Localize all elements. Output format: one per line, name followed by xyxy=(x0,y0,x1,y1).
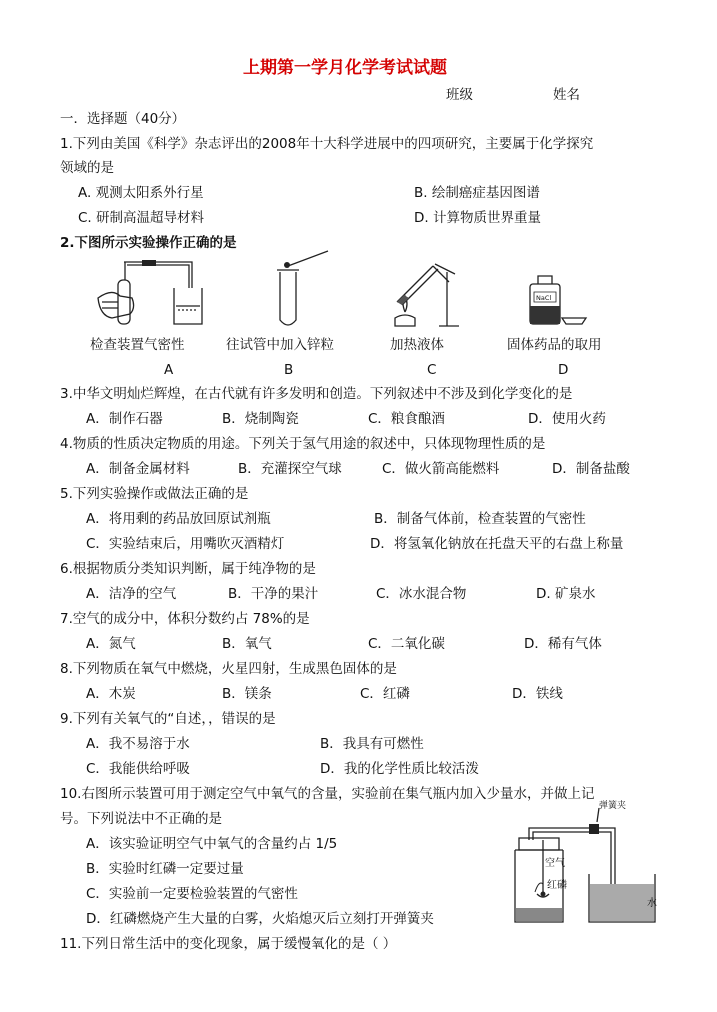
q4-option-c: C．做火箭高能燃料 xyxy=(382,461,500,477)
q10-option-b: B．实验时红磷一定要过量 xyxy=(86,861,244,877)
q7-option-a: A．氮气 xyxy=(86,636,136,652)
q4-option-d: D．制备盐酸 xyxy=(552,461,630,477)
apparatus-label-phosphorus: 红磷 xyxy=(547,880,567,891)
q1-option-c: C. 研制高温超导材料 xyxy=(78,210,205,226)
q2-caption-b: 往试管中加入锌粒 xyxy=(226,337,334,353)
q4-option-b: B．充灌探空气球 xyxy=(238,461,342,477)
q8-stem: 8.下列物质在氧气中燃烧，火星四射，生成黑色固体的是 xyxy=(60,661,397,677)
figure-solid-reagent xyxy=(522,272,592,328)
q2-stem: 2.下图所示实验操作正确的是 xyxy=(60,235,237,251)
q5-option-d: D．将氢氧化钠放在托盘天平的右盘上称量 xyxy=(370,536,624,552)
class-label: 班级 xyxy=(446,87,473,103)
apparatus-label-air: 空气 xyxy=(545,858,565,869)
q2-letter-d: D xyxy=(558,362,569,378)
q6-option-d: D. 矿泉水 xyxy=(536,586,596,602)
q11-stem: 11.下列日常生活中的变化现象，属于缓慢氧化的是（ ） xyxy=(60,936,397,952)
q9-option-d: D．我的化学性质比较活泼 xyxy=(320,761,479,777)
q10-option-d: D．红磷燃烧产生大量的白雾，火焰熄灭后立刻打开弹簧夹 xyxy=(86,911,434,927)
q7-option-c: C．二氧化碳 xyxy=(368,636,445,652)
q2-letter-a: A xyxy=(164,362,174,378)
q8-option-b: B．镁条 xyxy=(222,686,272,702)
q9-stem: 9.下列有关氧气的“自述，，错误的是 xyxy=(60,711,276,727)
figure-test-tube-zinc xyxy=(270,250,350,330)
q9-option-b: B．我具有可燃性 xyxy=(320,736,424,752)
page-title: 上期第一学月化学考试试题 xyxy=(243,58,447,78)
q1-option-d: D. 计算物质世界重量 xyxy=(414,210,541,226)
section-heading: 一．选择题（40分） xyxy=(60,111,186,127)
q5-option-b: B．制备气体前，检查装置的气密性 xyxy=(374,511,586,527)
q7-stem: 7.空气的成分中，体积分数约占 78%的是 xyxy=(60,611,310,627)
q1-option-a: A. 观测太阳系外行星 xyxy=(78,185,204,201)
q4-option-a: A．制备金属材料 xyxy=(86,461,190,477)
q5-option-a: A．将用剩的药品放回原试剂瓶 xyxy=(86,511,271,527)
q7-option-b: B．氧气 xyxy=(222,636,272,652)
q10-option-a: A．该实验证明空气中氧气的含量约占 1/5 xyxy=(86,836,338,852)
q2-caption-c: 加热液体 xyxy=(390,337,444,353)
q5-stem: 5.下列实验操作或做法正确的是 xyxy=(60,486,249,502)
q8-option-a: A．木炭 xyxy=(86,686,136,702)
name-label: 姓名 xyxy=(553,87,580,103)
figure-airtightness-check xyxy=(92,258,222,334)
q2-caption-a: 检查装置气密性 xyxy=(90,337,185,353)
q4-stem: 4.物质的性质决定物质的用途。下列关于氢气用途的叙述中，只体现物理性质的是 xyxy=(60,436,546,452)
q10-option-c: C．实验前一定要检验装置的气密性 xyxy=(86,886,298,902)
apparatus-label-water: 水 xyxy=(647,898,657,909)
q8-option-c: C．红磷 xyxy=(360,686,410,702)
q1-option-b: B. 绘制癌症基因图谱 xyxy=(414,185,540,201)
q9-option-a: A．我不易溶于水 xyxy=(86,736,190,752)
apparatus-label-clamp: 弹簧夹 xyxy=(599,801,627,811)
q2-caption-d: 固体药品的取用 xyxy=(507,337,602,353)
figure-heating-liquid xyxy=(375,262,465,332)
q6-option-b: B．干净的果汁 xyxy=(228,586,319,602)
q3-stem: 3.中华文明灿烂辉煌，在古代就有许多发明和创造。下列叙述中不涉及到化学变化的是 xyxy=(60,386,573,402)
q10-stem-line1: 10.右图所示装置可用于测定空气中氧气的含量，实验前在集气瓶内加入少量水，并做上记 xyxy=(60,786,595,802)
q3-option-d: D．使用火药 xyxy=(528,411,606,427)
q3-option-c: C．粮食酿酒 xyxy=(368,411,445,427)
q1-stem-line1: 1.下列由美国《科学》杂志评出的2008年十大科学进展中的四项研究，主要属于化学探究 xyxy=(60,136,594,152)
q10-stem-line2: 号。下列说法中不正确的是 xyxy=(60,811,222,827)
q9-option-c: C．我能供给呼吸 xyxy=(86,761,190,777)
q6-stem: 6.根据物质分类知识判断，属于纯净物的是 xyxy=(60,561,316,577)
q3-option-b: B．烧制陶瓷 xyxy=(222,411,299,427)
q8-option-d: D．铁线 xyxy=(512,686,563,702)
q6-option-c: C．冰水混合物 xyxy=(376,586,467,602)
q7-option-d: D．稀有气体 xyxy=(524,636,602,652)
q1-stem-line2: 领域的是 xyxy=(60,160,114,176)
q6-option-a: A．洁净的空气 xyxy=(86,586,177,602)
q3-option-a: A．制作石器 xyxy=(86,411,163,427)
figure-oxygen-apparatus xyxy=(505,800,665,930)
reagent-bottle-label: NaCl xyxy=(536,294,552,302)
q2-letter-c: C xyxy=(427,362,437,378)
q2-letter-b: B xyxy=(284,362,294,378)
q5-option-c: C．实验结束后，用嘴吹灭酒精灯 xyxy=(86,536,285,552)
